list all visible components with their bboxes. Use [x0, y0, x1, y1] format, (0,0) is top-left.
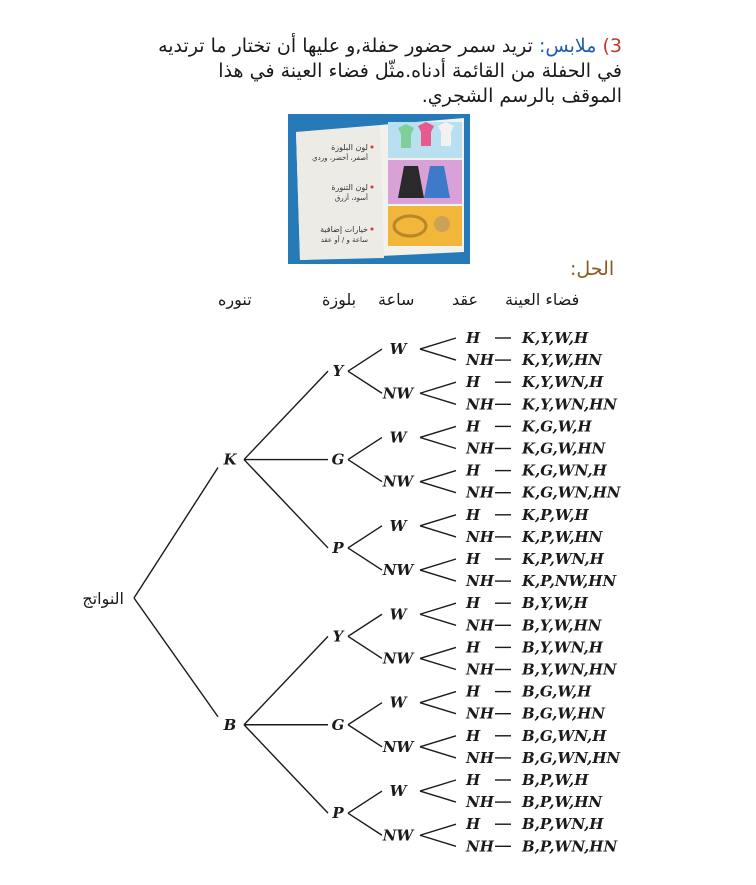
outcome-label: K,P,W,H: [522, 505, 589, 524]
branch-Y-NW: [348, 371, 382, 393]
skirt-label-B: B: [223, 715, 237, 734]
branch-root-to-B: [134, 598, 218, 717]
necklace-label-H: H: [466, 726, 481, 745]
svg-text:لون البلوزة: لون البلوزة: [331, 143, 368, 152]
branch-G-NW: [348, 460, 382, 482]
necklace-label-NH: NH: [466, 395, 494, 414]
solution-label: الحل:: [570, 258, 615, 280]
outcome-label: K,Y,WN,H: [522, 373, 604, 392]
skirt-label-K: K: [223, 450, 237, 469]
branch-NW-H: [420, 824, 456, 835]
branch-W-H: [420, 780, 456, 791]
necklace-label-H: H: [466, 815, 481, 834]
branch-NW-H: [420, 382, 456, 393]
problem-text: تريد سمر حضور حفلة,و عليها أن تختار ما ترتديه في الحفلة من القائمة أدناه.مثّل فضاء العينة في هذا الموقف بالرسم الشجري.: [158, 35, 622, 107]
necklace-label-H: H: [466, 461, 481, 480]
necklace-label-NH: NH: [466, 439, 494, 458]
necklace-label-H: H: [466, 373, 481, 392]
necklace-label-NH: NH: [466, 616, 494, 635]
branch-Y-W: [348, 349, 382, 371]
branch-W-NH: [420, 526, 456, 537]
outcome-label: B,P,WN,HN: [522, 837, 618, 856]
outcome-label: B,G,W,HN: [522, 704, 606, 723]
outcome-label: K,G,WN,HN: [522, 483, 621, 502]
branch-NW-H: [420, 647, 456, 658]
branch-B-Y: [244, 636, 328, 724]
watch-label-NW: NW: [382, 737, 414, 756]
branch-W-H: [420, 515, 456, 526]
branch-NW-H: [420, 736, 456, 747]
branch-K-Y: [244, 371, 328, 459]
header-skirt: تنوره: [218, 290, 252, 309]
branch-NW-NH: [420, 658, 456, 669]
outcome-label: K,G,W,HN: [522, 439, 606, 458]
necklace-label-H: H: [466, 417, 481, 436]
branch-W-NH: [420, 703, 456, 714]
outcome-label: B,Y,W,H: [522, 594, 588, 613]
branch-W-H: [420, 338, 456, 349]
branch-W-H: [420, 603, 456, 614]
branch-NW-NH: [420, 570, 456, 581]
outcome-label: K,Y,W,H: [522, 329, 589, 347]
necklace-label-NH: NH: [466, 351, 494, 370]
header-sample-space: فضاء العينة: [505, 290, 580, 309]
necklace-label-NH: NH: [466, 572, 494, 591]
outcome-label: B,G,WN,HN: [522, 748, 621, 767]
outcome-label: B,Y,WN,H: [522, 638, 603, 657]
root-label: النواتج: [82, 589, 124, 608]
necklace-label-NH: NH: [466, 660, 494, 679]
branch-root-to-K: [134, 468, 218, 598]
branch-G-W: [348, 437, 382, 459]
branch-P-NW: [348, 813, 382, 835]
header-watch: ساعة: [378, 290, 415, 309]
watch-label-W: W: [389, 782, 407, 801]
branch-W-H: [420, 426, 456, 437]
outcome-label: K,G,W,H: [522, 417, 592, 436]
outcome-label: B,G,W,H: [522, 682, 592, 701]
blouse-label-Y: Y: [332, 362, 344, 381]
svg-text:أصفر، أخضر، وردي: أصفر، أخضر، وردي: [312, 154, 368, 162]
branch-P-W: [348, 791, 382, 813]
svg-text:ساعة و / أو عقد: ساعة و / أو عقد: [320, 236, 368, 244]
outcome-label: B,P,W,HN: [522, 793, 603, 812]
necklace-label-NH: NH: [466, 837, 494, 856]
svg-text:لون التنورة: لون التنورة: [331, 183, 368, 192]
branch-NW-H: [420, 471, 456, 482]
branch-G-NW: [348, 725, 382, 747]
branch-Y-NW: [348, 636, 382, 658]
blouse-label-G: G: [331, 715, 345, 734]
svg-text:أسود، أزرق: أسود، أزرق: [334, 194, 368, 202]
necklace-label-NH: NH: [466, 793, 494, 812]
problem-title: ملابس:: [539, 35, 597, 57]
blouse-label-G: G: [331, 450, 345, 469]
branch-K-P: [244, 460, 328, 548]
necklace-label-H: H: [466, 638, 481, 657]
branch-NW-NH: [420, 393, 456, 404]
watch-label-W: W: [389, 516, 407, 535]
outcome-label: K,P,WN,H: [522, 550, 604, 568]
branch-B-P: [244, 725, 328, 813]
watch-label-NW: NW: [382, 826, 414, 845]
outcome-label: B,Y,W,HN: [522, 616, 602, 635]
watch-label-W: W: [389, 428, 407, 447]
necklace-label-H: H: [466, 682, 481, 701]
blouse-label-P: P: [332, 538, 344, 557]
watch-label-NW: NW: [382, 384, 414, 403]
watch-label-W: W: [389, 693, 407, 712]
outcome-label: K,P,W,HN: [522, 527, 603, 546]
branch-NW-H: [420, 559, 456, 570]
necklace-label-NH: NH: [466, 527, 494, 546]
outcome-label: B,Y,WN,HN: [522, 660, 617, 679]
watch-label-W: W: [389, 605, 407, 624]
outcome-label: B,P,WN,H: [522, 815, 604, 834]
necklace-label-NH: NH: [466, 483, 494, 502]
branch-NW-NH: [420, 835, 456, 846]
necklace-label-H: H: [466, 505, 481, 524]
watch-label-NW: NW: [382, 561, 414, 580]
outcome-label: B,P,W,H: [522, 771, 589, 789]
branch-P-W: [348, 526, 382, 548]
branch-W-NH: [420, 791, 456, 802]
branch-G-W: [348, 703, 382, 725]
branch-W-NH: [420, 349, 456, 360]
necklace-label-H: H: [466, 329, 481, 347]
branch-Y-W: [348, 614, 382, 636]
outcome-label: B,G,WN,H: [522, 726, 607, 745]
svg-text:خيارات إضافية: خيارات إضافية: [320, 225, 368, 234]
watch-label-NW: NW: [382, 649, 414, 668]
branch-W-NH: [420, 437, 456, 448]
header-blouse: بلوزة: [322, 290, 357, 309]
header-necklace: عقد: [452, 290, 479, 309]
necklace-label-H: H: [466, 594, 481, 613]
necklace-label-H: H: [466, 771, 481, 789]
blouse-label-P: P: [332, 804, 344, 823]
branch-W-H: [420, 692, 456, 703]
outcome-label: K,G,WN,H: [522, 461, 607, 480]
outcome-label: K,Y,W,HN: [522, 351, 602, 370]
watch-label-W: W: [389, 340, 407, 359]
branch-NW-NH: [420, 747, 456, 758]
branch-NW-NH: [420, 482, 456, 493]
branch-P-NW: [348, 548, 382, 570]
outcome-label: K,Y,WN,HN: [522, 395, 617, 414]
necklace-label-NH: NH: [466, 748, 494, 767]
blouse-label-Y: Y: [332, 627, 344, 646]
branch-W-NH: [420, 614, 456, 625]
watch-label-NW: NW: [382, 472, 414, 491]
outcome-label: K,P,NW,HN: [522, 572, 617, 591]
necklace-label-H: H: [466, 550, 481, 568]
necklace-label-NH: NH: [466, 704, 494, 723]
problem-number: 3): [602, 35, 622, 57]
